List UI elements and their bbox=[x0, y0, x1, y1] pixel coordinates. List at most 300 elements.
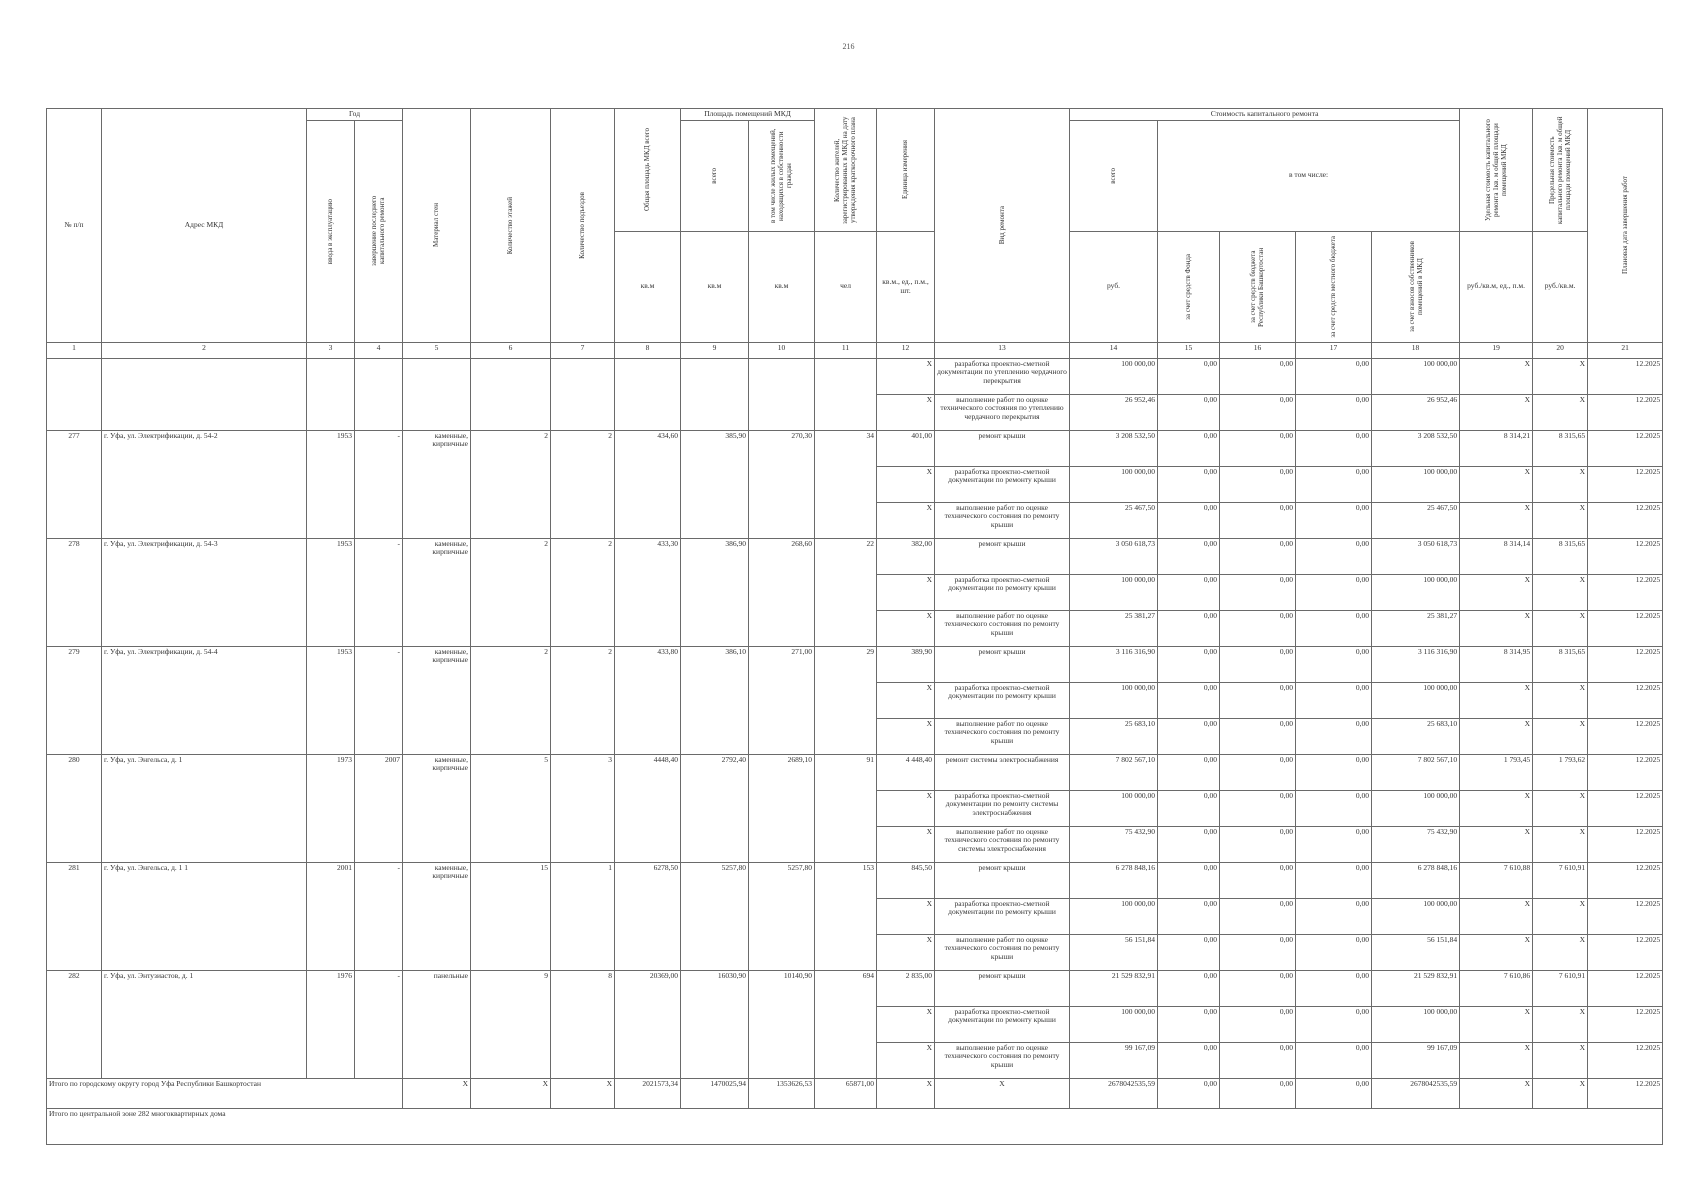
row-cost-total: 25 683,10 bbox=[1070, 718, 1158, 754]
row-wall-material: каменные, кирпичные bbox=[403, 538, 471, 574]
row-no: 278 bbox=[47, 538, 102, 574]
row-area-total bbox=[681, 394, 749, 430]
row-area-total bbox=[681, 718, 749, 754]
row-area-residential: 268,60 bbox=[749, 538, 815, 574]
row-unit: 2 835,00 bbox=[877, 970, 935, 1006]
row-total-area: 4448,40 bbox=[615, 754, 681, 790]
row-no bbox=[47, 466, 102, 502]
row-specific-cost: X bbox=[1460, 574, 1533, 610]
row-no: 279 bbox=[47, 646, 102, 682]
row-unit: 401,00 bbox=[877, 430, 935, 466]
row-year-last-repair bbox=[355, 574, 403, 610]
row-area-total: 386,90 bbox=[681, 538, 749, 574]
row-area-total bbox=[681, 1006, 749, 1042]
row-repair-type: выполнение работ по оценке технического состояния по ремонту крыши bbox=[935, 1042, 1070, 1078]
column-number: 5 bbox=[403, 342, 471, 358]
row-repair-type: ремонт крыши bbox=[935, 430, 1070, 466]
row-residents bbox=[815, 1042, 877, 1078]
row-cost-owners: 100 000,00 bbox=[1372, 466, 1460, 502]
row-total-area bbox=[615, 394, 681, 430]
row-no bbox=[47, 502, 102, 538]
header-cost-total: всего bbox=[1070, 120, 1158, 231]
row-year-last-repair: - bbox=[355, 430, 403, 466]
unit-total-area: кв.м bbox=[615, 231, 681, 342]
row-repair-type: разработка проектно-сметной документации по утеплению чердачного перекрытия bbox=[935, 358, 1070, 394]
table-row bbox=[47, 610, 1663, 646]
row-cost-republic: 0,00 bbox=[1220, 682, 1296, 718]
header-area-residential: в том числе жилых помещений, находящихся в собственности граждан bbox=[749, 120, 815, 231]
row-year-commissioning: 1976 bbox=[307, 970, 355, 1006]
row-residents bbox=[815, 898, 877, 934]
row-unit: X bbox=[877, 466, 935, 502]
unit-max-cost: руб./кв.м. bbox=[1533, 231, 1588, 342]
header-total-area: Общая площадь МКД всего bbox=[615, 109, 681, 232]
row-specific-cost: X bbox=[1460, 358, 1533, 394]
row-specific-cost: X bbox=[1460, 610, 1533, 646]
row-residents bbox=[815, 610, 877, 646]
row-address: г. Уфа, ул. Электрификации, д. 54-3 bbox=[102, 538, 307, 574]
row-max-cost: 7 610,91 bbox=[1533, 862, 1588, 898]
total-ufa-cost-republic: 0,00 bbox=[1220, 1078, 1296, 1108]
row-wall-material: каменные, кирпичные bbox=[403, 430, 471, 466]
row-area-total bbox=[681, 898, 749, 934]
row-total-area bbox=[615, 790, 681, 826]
row-area-residential bbox=[749, 502, 815, 538]
row-year-commissioning: 2001 bbox=[307, 862, 355, 898]
row-cost-local: 0,00 bbox=[1296, 754, 1372, 790]
row-unit: 389,90 bbox=[877, 646, 935, 682]
row-entrances: 2 bbox=[551, 646, 615, 682]
row-year-commissioning bbox=[307, 502, 355, 538]
row-year-last-repair bbox=[355, 898, 403, 934]
row-no bbox=[47, 574, 102, 610]
row-repair-type: разработка проектно-сметной документации по ремонту крыши bbox=[935, 574, 1070, 610]
row-floors bbox=[471, 898, 551, 934]
row-area-residential bbox=[749, 898, 815, 934]
row-total-area: 433,30 bbox=[615, 538, 681, 574]
column-number: 1 bbox=[47, 342, 102, 358]
table-row bbox=[47, 826, 1663, 862]
row-repair-type: разработка проектно-сметной документации по ремонту системы электроснабжения bbox=[935, 790, 1070, 826]
row-cost-republic: 0,00 bbox=[1220, 970, 1296, 1006]
table-row bbox=[47, 466, 1663, 502]
row-cost-local: 0,00 bbox=[1296, 1006, 1372, 1042]
total-ufa-residents: 65871,00 bbox=[815, 1078, 877, 1108]
row-entrances bbox=[551, 574, 615, 610]
column-number: 14 bbox=[1070, 342, 1158, 358]
table-row bbox=[47, 934, 1663, 970]
header-entrances: Количество подъездов bbox=[551, 109, 615, 343]
row-residents bbox=[815, 466, 877, 502]
row-residents: 34 bbox=[815, 430, 877, 466]
row-year-commissioning bbox=[307, 934, 355, 970]
row-cost-total: 3 116 316,90 bbox=[1070, 646, 1158, 682]
row-cost-republic: 0,00 bbox=[1220, 898, 1296, 934]
row-cost-total: 7 802 567,10 bbox=[1070, 754, 1158, 790]
row-area-residential bbox=[749, 718, 815, 754]
header-year-group: Год bbox=[307, 109, 403, 121]
row-area-total bbox=[681, 934, 749, 970]
row-specific-cost: 7 610,88 bbox=[1460, 862, 1533, 898]
row-cost-owners: 100 000,00 bbox=[1372, 790, 1460, 826]
row-cost-owners: 21 529 832,91 bbox=[1372, 970, 1460, 1006]
row-cost-local: 0,00 bbox=[1296, 430, 1372, 466]
row-cost-owners: 56 151,84 bbox=[1372, 934, 1460, 970]
row-wall-material bbox=[403, 682, 471, 718]
table-row bbox=[47, 862, 1663, 898]
table-row bbox=[47, 646, 1663, 682]
unit-residents: чел bbox=[815, 231, 877, 342]
row-cost-republic: 0,00 bbox=[1220, 862, 1296, 898]
row-year-commissioning bbox=[307, 1006, 355, 1042]
row-floors bbox=[471, 1006, 551, 1042]
row-area-residential bbox=[749, 790, 815, 826]
row-wall-material bbox=[403, 718, 471, 754]
row-total-area bbox=[615, 898, 681, 934]
row-floors bbox=[471, 466, 551, 502]
row-planned-date: 12.2025 bbox=[1588, 1042, 1663, 1078]
row-no: 281 bbox=[47, 862, 102, 898]
row-no bbox=[47, 610, 102, 646]
row-no bbox=[47, 682, 102, 718]
row-area-residential bbox=[749, 358, 815, 394]
row-unit: X bbox=[877, 1006, 935, 1042]
row-unit: X bbox=[877, 574, 935, 610]
row-cost-fund: 0,00 bbox=[1158, 358, 1220, 394]
row-address bbox=[102, 502, 307, 538]
total-ufa-floors: X bbox=[471, 1078, 551, 1108]
row-wall-material: каменные, кирпичные bbox=[403, 646, 471, 682]
row-cost-local: 0,00 bbox=[1296, 826, 1372, 862]
column-number: 17 bbox=[1296, 342, 1372, 358]
row-no bbox=[47, 1006, 102, 1042]
row-entrances: 1 bbox=[551, 862, 615, 898]
row-address bbox=[102, 574, 307, 610]
row-residents: 153 bbox=[815, 862, 877, 898]
row-area-residential bbox=[749, 826, 815, 862]
row-year-commissioning: 1953 bbox=[307, 646, 355, 682]
row-cost-fund: 0,00 bbox=[1158, 394, 1220, 430]
row-planned-date: 12.2025 bbox=[1588, 538, 1663, 574]
row-wall-material bbox=[403, 1042, 471, 1078]
unit-area-total: кв.м bbox=[681, 231, 749, 342]
table-row bbox=[47, 718, 1663, 754]
row-total-area: 433,80 bbox=[615, 646, 681, 682]
row-max-cost: X bbox=[1533, 898, 1588, 934]
unit-specific-cost: руб./кв.м, ед., п.м. bbox=[1460, 231, 1533, 342]
row-cost-local: 0,00 bbox=[1296, 1042, 1372, 1078]
row-cost-local: 0,00 bbox=[1296, 502, 1372, 538]
row-area-total: 386,10 bbox=[681, 646, 749, 682]
row-address bbox=[102, 610, 307, 646]
column-number: 10 bbox=[749, 342, 815, 358]
row-entrances bbox=[551, 610, 615, 646]
row-planned-date: 12.2025 bbox=[1588, 574, 1663, 610]
page-number: 216 bbox=[842, 42, 855, 51]
row-max-cost: X bbox=[1533, 358, 1588, 394]
row-total-area bbox=[615, 718, 681, 754]
header-wall-material: Материал стен bbox=[403, 109, 471, 343]
row-planned-date: 12.2025 bbox=[1588, 826, 1663, 862]
row-floors bbox=[471, 394, 551, 430]
column-number: 2 bbox=[102, 342, 307, 358]
row-cost-republic: 0,00 bbox=[1220, 934, 1296, 970]
row-area-total bbox=[681, 358, 749, 394]
row-cost-local: 0,00 bbox=[1296, 610, 1372, 646]
row-address bbox=[102, 934, 307, 970]
row-year-commissioning: 1953 bbox=[307, 430, 355, 466]
row-max-cost: X bbox=[1533, 502, 1588, 538]
row-total-area: 6278,50 bbox=[615, 862, 681, 898]
row-area-residential bbox=[749, 574, 815, 610]
row-cost-fund: 0,00 bbox=[1158, 574, 1220, 610]
total-ufa-repair: X bbox=[935, 1078, 1070, 1108]
row-repair-type: ремонт системы электроснабжения bbox=[935, 754, 1070, 790]
row-cost-local: 0,00 bbox=[1296, 574, 1372, 610]
row-entrances: 2 bbox=[551, 430, 615, 466]
row-address bbox=[102, 1042, 307, 1078]
row-no: 280 bbox=[47, 754, 102, 790]
row-cost-fund: 0,00 bbox=[1158, 646, 1220, 682]
total-ufa-unit: X bbox=[877, 1078, 935, 1108]
row-cost-republic: 0,00 bbox=[1220, 574, 1296, 610]
row-wall-material bbox=[403, 790, 471, 826]
row-year-last-repair bbox=[355, 610, 403, 646]
row-address bbox=[102, 826, 307, 862]
row-entrances bbox=[551, 502, 615, 538]
row-repair-type: выполнение работ по оценке технического состояния по ремонту крыши bbox=[935, 718, 1070, 754]
row-year-commissioning bbox=[307, 466, 355, 502]
row-max-cost: X bbox=[1533, 718, 1588, 754]
row-max-cost: X bbox=[1533, 1006, 1588, 1042]
row-year-commissioning bbox=[307, 898, 355, 934]
row-floors: 2 bbox=[471, 430, 551, 466]
column-number: 8 bbox=[615, 342, 681, 358]
row-cost-total: 25 467,50 bbox=[1070, 502, 1158, 538]
row-cost-owners: 3 116 316,90 bbox=[1372, 646, 1460, 682]
row-total-area bbox=[615, 610, 681, 646]
row-specific-cost: X bbox=[1460, 1042, 1533, 1078]
row-address: г. Уфа, ул. Электрификации, д. 54-2 bbox=[102, 430, 307, 466]
row-total-area bbox=[615, 934, 681, 970]
row-entrances bbox=[551, 790, 615, 826]
row-year-last-repair bbox=[355, 394, 403, 430]
row-cost-fund: 0,00 bbox=[1158, 826, 1220, 862]
header-cost-local: за счет средств местного бюджета bbox=[1296, 231, 1372, 342]
row-area-residential bbox=[749, 1006, 815, 1042]
row-cost-total: 26 952,46 bbox=[1070, 394, 1158, 430]
header-cost-owners: за счет взносов собственников помещений в МКД bbox=[1372, 231, 1460, 342]
row-cost-local: 0,00 bbox=[1296, 466, 1372, 502]
row-residents: 29 bbox=[815, 646, 877, 682]
row-area-residential bbox=[749, 466, 815, 502]
row-year-last-repair bbox=[355, 1006, 403, 1042]
row-no bbox=[47, 790, 102, 826]
header-floors: Количество этажей bbox=[471, 109, 551, 343]
row-cost-republic: 0,00 bbox=[1220, 502, 1296, 538]
total-ufa-date: 12.2025 bbox=[1588, 1078, 1663, 1108]
row-repair-type: разработка проектно-сметной документации по ремонту крыши bbox=[935, 682, 1070, 718]
column-number: 6 bbox=[471, 342, 551, 358]
row-cost-total: 100 000,00 bbox=[1070, 358, 1158, 394]
table-row bbox=[47, 898, 1663, 934]
row-area-total bbox=[681, 790, 749, 826]
row-total-area bbox=[615, 682, 681, 718]
row-specific-cost: X bbox=[1460, 898, 1533, 934]
row-residents bbox=[815, 358, 877, 394]
table-row bbox=[47, 502, 1663, 538]
row-max-cost: X bbox=[1533, 826, 1588, 862]
total-ufa-cost-total: 2678042535,59 bbox=[1070, 1078, 1158, 1108]
row-area-total bbox=[681, 574, 749, 610]
row-specific-cost: 8 314,14 bbox=[1460, 538, 1533, 574]
row-max-cost: 8 315,65 bbox=[1533, 646, 1588, 682]
row-no: 277 bbox=[47, 430, 102, 466]
row-cost-republic: 0,00 bbox=[1220, 430, 1296, 466]
row-address bbox=[102, 718, 307, 754]
row-area-residential: 270,30 bbox=[749, 430, 815, 466]
row-repair-type: ремонт крыши bbox=[935, 970, 1070, 1006]
row-floors bbox=[471, 1042, 551, 1078]
row-year-commissioning bbox=[307, 1042, 355, 1078]
row-wall-material bbox=[403, 466, 471, 502]
row-planned-date: 12.2025 bbox=[1588, 754, 1663, 790]
row-cost-owners: 25 381,27 bbox=[1372, 610, 1460, 646]
row-unit: X bbox=[877, 682, 935, 718]
row-unit: X bbox=[877, 790, 935, 826]
row-year-commissioning bbox=[307, 790, 355, 826]
row-cost-total: 25 381,27 bbox=[1070, 610, 1158, 646]
row-year-commissioning bbox=[307, 826, 355, 862]
table-row bbox=[47, 394, 1663, 430]
row-total-area: 434,60 bbox=[615, 430, 681, 466]
row-repair-type: выполнение работ по оценке технического состояния по ремонту системы электроснабжения bbox=[935, 826, 1070, 862]
row-unit: X bbox=[877, 718, 935, 754]
row-area-total bbox=[681, 502, 749, 538]
row-area-total: 5257,80 bbox=[681, 862, 749, 898]
header-cost-republic: за счет средств бюджета Республики Башкортостан bbox=[1220, 231, 1296, 342]
row-area-total: 385,90 bbox=[681, 430, 749, 466]
row-floors: 5 bbox=[471, 754, 551, 790]
table-row bbox=[47, 754, 1663, 790]
row-cost-total: 100 000,00 bbox=[1070, 574, 1158, 610]
row-floors bbox=[471, 574, 551, 610]
row-wall-material bbox=[403, 898, 471, 934]
row-planned-date: 12.2025 bbox=[1588, 862, 1663, 898]
row-cost-owners: 6 278 848,16 bbox=[1372, 862, 1460, 898]
row-floors: 2 bbox=[471, 538, 551, 574]
row-no bbox=[47, 934, 102, 970]
row-area-residential bbox=[749, 682, 815, 718]
row-planned-date: 12.2025 bbox=[1588, 718, 1663, 754]
row-area-residential: 5257,80 bbox=[749, 862, 815, 898]
row-max-cost: X bbox=[1533, 610, 1588, 646]
row-area-residential: 2689,10 bbox=[749, 754, 815, 790]
header-premises-area-group: Площадь помещений МКД bbox=[681, 109, 815, 121]
header-year-last-repair: завершение последнего капитального ремонта bbox=[355, 120, 403, 342]
row-year-commissioning bbox=[307, 358, 355, 394]
unit-unit: кв.м., ед., п.м., шт. bbox=[877, 231, 935, 342]
header-year-commissioning: ввода в эксплуатацию bbox=[307, 120, 355, 342]
row-cost-owners: 100 000,00 bbox=[1372, 358, 1460, 394]
row-year-last-repair: - bbox=[355, 646, 403, 682]
row-cost-total: 3 050 618,73 bbox=[1070, 538, 1158, 574]
row-cost-total: 100 000,00 bbox=[1070, 790, 1158, 826]
row-wall-material bbox=[403, 394, 471, 430]
header-residents: Количество жителей, зарегистрированных в МКД на дату утверждения краткосрочного плана bbox=[815, 109, 877, 232]
total-ufa-area-residential: 1353626,53 bbox=[749, 1078, 815, 1108]
row-cost-republic: 0,00 bbox=[1220, 826, 1296, 862]
unit-cost-total: руб. bbox=[1070, 231, 1158, 342]
row-cost-fund: 0,00 bbox=[1158, 466, 1220, 502]
row-address bbox=[102, 1006, 307, 1042]
row-cost-local: 0,00 bbox=[1296, 682, 1372, 718]
row-wall-material: каменные, кирпичные bbox=[403, 862, 471, 898]
row-planned-date: 12.2025 bbox=[1588, 502, 1663, 538]
row-unit: X bbox=[877, 394, 935, 430]
row-entrances: 2 bbox=[551, 538, 615, 574]
row-year-last-repair bbox=[355, 718, 403, 754]
total-ufa-cost-owners: 2678042535,59 bbox=[1372, 1078, 1460, 1108]
row-area-total bbox=[681, 610, 749, 646]
row-entrances: 3 bbox=[551, 754, 615, 790]
row-cost-republic: 0,00 bbox=[1220, 1006, 1296, 1042]
header-specific-cost: Удельная стоимость капитального ремонта 1кв. м общей площади помещений МКД bbox=[1460, 109, 1533, 232]
row-specific-cost: 1 793,45 bbox=[1460, 754, 1533, 790]
row-floors bbox=[471, 790, 551, 826]
row-planned-date: 12.2025 bbox=[1588, 610, 1663, 646]
table-row bbox=[47, 430, 1663, 466]
header-area-total: всего bbox=[681, 120, 749, 231]
row-cost-local: 0,00 bbox=[1296, 934, 1372, 970]
row-year-commissioning bbox=[307, 610, 355, 646]
row-residents bbox=[815, 394, 877, 430]
row-address: г. Уфа, ул. Энгельса, д. 1 1 bbox=[102, 862, 307, 898]
column-number: 16 bbox=[1220, 342, 1296, 358]
row-cost-owners: 100 000,00 bbox=[1372, 898, 1460, 934]
header-row-1 bbox=[47, 109, 1663, 121]
row-residents: 91 bbox=[815, 754, 877, 790]
row-floors: 15 bbox=[471, 862, 551, 898]
row-max-cost: 8 315,65 bbox=[1533, 430, 1588, 466]
row-year-commissioning: 1973 bbox=[307, 754, 355, 790]
row-area-residential bbox=[749, 1042, 815, 1078]
row-cost-owners: 100 000,00 bbox=[1372, 574, 1460, 610]
column-number: 15 bbox=[1158, 342, 1220, 358]
row-cost-owners: 7 802 567,10 bbox=[1372, 754, 1460, 790]
row-year-commissioning bbox=[307, 682, 355, 718]
row-entrances bbox=[551, 898, 615, 934]
row-cost-owners: 99 167,09 bbox=[1372, 1042, 1460, 1078]
row-specific-cost: X bbox=[1460, 394, 1533, 430]
row-max-cost: X bbox=[1533, 934, 1588, 970]
row-cost-total: 56 151,84 bbox=[1070, 934, 1158, 970]
row-unit: X bbox=[877, 826, 935, 862]
header-no: № п/п bbox=[47, 109, 102, 343]
row-cost-total: 100 000,00 bbox=[1070, 1006, 1158, 1042]
row-cost-fund: 0,00 bbox=[1158, 718, 1220, 754]
row-cost-fund: 0,00 bbox=[1158, 538, 1220, 574]
total-ufa-area-total: 1470025,94 bbox=[681, 1078, 749, 1108]
row-floors bbox=[471, 718, 551, 754]
header-repair-type: Вид ремонта bbox=[935, 109, 1070, 343]
row-cost-fund: 0,00 bbox=[1158, 790, 1220, 826]
row-year-last-repair bbox=[355, 358, 403, 394]
row-no bbox=[47, 826, 102, 862]
row-unit: 382,00 bbox=[877, 538, 935, 574]
total-ufa-cost-fund: 0,00 bbox=[1158, 1078, 1220, 1108]
row-cost-fund: 0,00 bbox=[1158, 502, 1220, 538]
